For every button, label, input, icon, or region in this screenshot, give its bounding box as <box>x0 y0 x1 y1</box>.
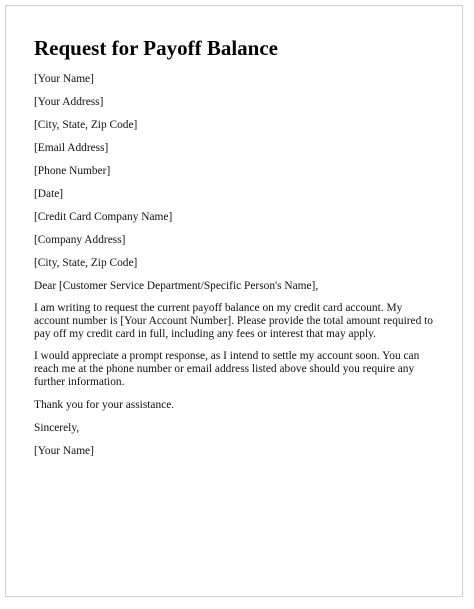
sender-name: [Your Name] <box>34 73 94 85</box>
company-city-state-zip: [City, State, Zip Code] <box>34 257 138 269</box>
letter-page <box>5 5 463 597</box>
body-paragraph-2: I would appreciate a prompt response, as I intend to settle my account soon. You can reach me at the phone number or email address listed above should you require any further information. <box>34 350 420 388</box>
sender-email: [Email Address] <box>34 142 109 154</box>
sender-address: [Your Address] <box>34 96 104 108</box>
sender-phone: [Phone Number] <box>34 165 111 177</box>
letter-date: [Date] <box>34 188 64 200</box>
body-paragraph-1: I am writing to request the current payoff balance on my credit card account. My account number is [Your Account Number]. Please provide the total amount required to pay off my credit card in full, including any fees or interest that may apply. <box>34 302 433 340</box>
company-name: [Credit Card Company Name] <box>34 211 173 223</box>
sender-city-state-zip: [City, State, Zip Code] <box>34 119 138 131</box>
signature: [Your Name] <box>34 445 94 457</box>
letter-title: Request for Payoff Balance <box>34 36 278 60</box>
company-address: [Company Address] <box>34 234 126 246</box>
thanks-line: Thank you for your assistance. <box>34 399 175 411</box>
salutation: Dear [Customer Service Department/Specific Person's Name], <box>34 280 319 292</box>
closing: Sincerely, <box>34 422 80 434</box>
letter-content <box>34 34 434 467</box>
